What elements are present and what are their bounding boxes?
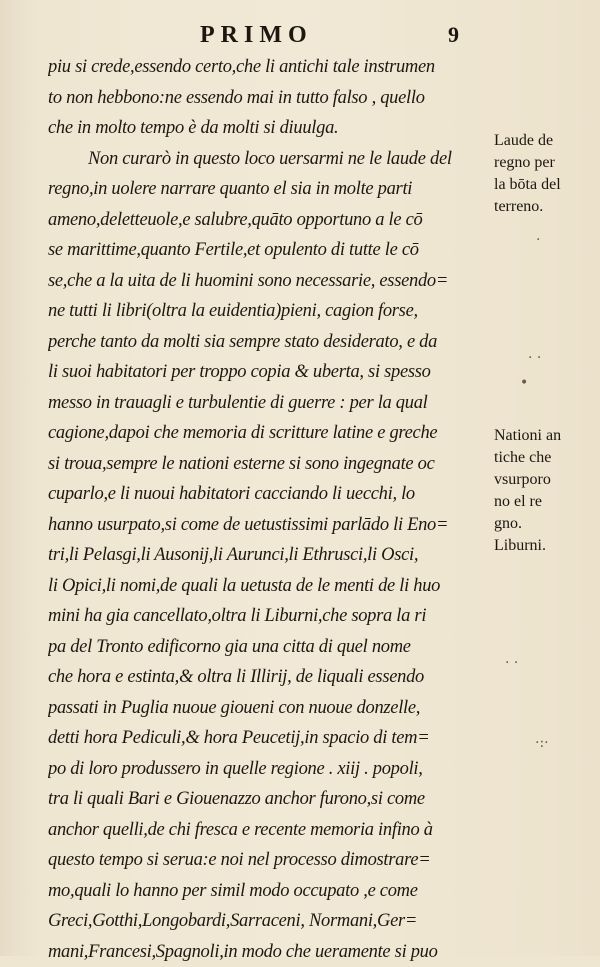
text-line: cuparlo,e li nuoui habitatori cacciando li uecchi, lo (48, 479, 488, 510)
margin-note-line: tiche che (494, 447, 600, 469)
margin-note-line: Nationi an (494, 425, 600, 447)
text-line: li Opici,li nomi,de quali la uetusta de le menti de li huo (48, 571, 488, 602)
text-line: hanno usurpato,si come de uetustissimi parlādo li Eno= (48, 510, 488, 541)
text-line: piu si crede,essendo certo,che li antichi tale instrumen (48, 52, 488, 83)
ink-speck: · · (505, 655, 518, 671)
text-line: perche tanto da molti sia sempre stato desiderato, e da (48, 327, 488, 358)
ink-speck: · (536, 232, 540, 248)
text-line: li suoi habitatori per troppo copia & uberta, si spesso (48, 357, 488, 388)
ink-speck: ·:· (535, 735, 549, 751)
margin-note-line: gno. (494, 513, 600, 535)
margin-note-line: Liburni. (494, 535, 600, 557)
text-line: questo tempo si serua:e noi nel processo dimostrare= (48, 845, 488, 876)
page-number: 9 (448, 22, 459, 48)
margin-note-nationi (494, 425, 600, 557)
text-line: mani,Francesi,Spagnoli,in modo che ueramente si puo (48, 937, 488, 967)
text-line: anchor quelli,de chi fresca e recente memoria infino à (48, 815, 488, 846)
text-line: detti hora Pediculi,& hora Peucetij,in spacio di tem= (48, 723, 488, 754)
text-line: si troua,sempre le nationi esterne si sono ingegnate oc (48, 449, 488, 480)
text-line: messo in trauagli e turbulentie di guerre : per la qual (48, 388, 488, 419)
page-header (200, 22, 480, 52)
text-line: cagione,dapoi che memoria di scritture latine e greche (48, 418, 488, 449)
text-line: se marittime,quanto Fertile,et opulento di tutte le cō (48, 235, 488, 266)
text-line: pa del Tronto edificorno gia una citta di quel nome (48, 632, 488, 663)
text-line: to non hebbono:ne essendo mai in tutto falso , quello (48, 83, 488, 114)
text-line: po di loro produssero in quelle regione . xiij . popoli, (48, 754, 488, 785)
text-line: Non curarò in questo loco uersarmi ne le laude del (48, 144, 488, 175)
ink-speck: · · (528, 350, 541, 366)
text-line: Greci,Gotthi,Longobardi,Sarraceni, Normani,Ger= (48, 906, 488, 937)
text-line: che in molto tempo è da molti si diuulga. (48, 113, 488, 144)
text-line: regno,in uolere narrare quanto el sia in molte parti (48, 174, 488, 205)
text-line: se,che a la uita de li huomini sono necessarie, essendo= (48, 266, 488, 297)
text-line: tra li quali Bari e Giouenazzo anchor furono,si come (48, 784, 488, 815)
text-line: tri,li Pelasgi,li Ausonij,li Aurunci,li Ethrusci,li Osci, (48, 540, 488, 571)
margin-note-line: Laude de (494, 130, 600, 152)
main-text-block (48, 52, 488, 967)
running-title: PRIMO (200, 22, 313, 49)
margin-note-line: vsurporo (494, 469, 600, 491)
text-line: che hora e estinta,& oltra li Illirij, de liquali essendo (48, 662, 488, 693)
text-line: ne tutti li libri(oltra la euidentia)pieni, cagion forse, (48, 296, 488, 327)
text-line: mini ha gia cancellato,oltra li Liburni,che sopra la ri (48, 601, 488, 632)
margin-note-line: no el re (494, 491, 600, 513)
ink-speck: • (520, 375, 528, 391)
text-line: mo,quali lo hanno per simil modo occupato ,e come (48, 876, 488, 907)
text-line: ameno,deletteuole,e salubre,quāto opportuno a le cō (48, 205, 488, 236)
text-line: passati in Puglia nuoue gioueni con nuoue donzelle, (48, 693, 488, 724)
margin-note-line: regno per (494, 152, 600, 174)
margin-note-line: la bōta del (494, 174, 600, 196)
margin-note-laude (494, 130, 600, 218)
margin-note-line: terreno. (494, 196, 600, 218)
